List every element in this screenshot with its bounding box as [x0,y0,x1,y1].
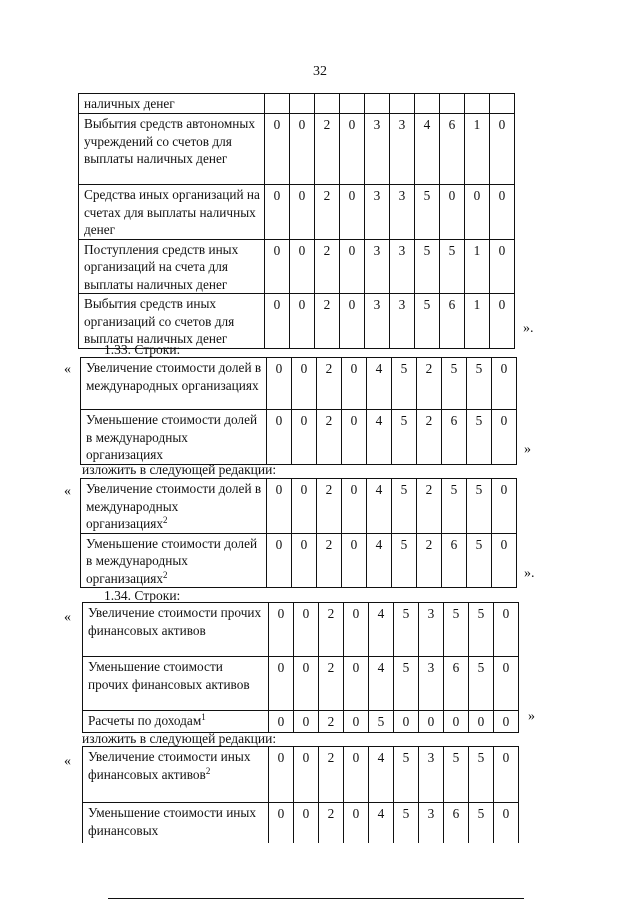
code-digit: 0 [265,239,290,294]
table-row [83,747,519,803]
code-digit: 0 [342,479,367,534]
code-digit: 3 [390,114,415,185]
code-digit: 0 [290,114,315,185]
code-digit: 4 [367,479,392,534]
code-digit: 0 [269,747,294,803]
code-digit: 5 [444,747,469,803]
code-digit: 0 [342,410,367,465]
code-digit: 0 [292,358,317,410]
code-digit: 0 [344,603,369,657]
open-quote: « [64,754,71,769]
code-digit: 2 [319,803,344,843]
footnote-marker: 2 [205,765,211,776]
code-table [78,93,515,349]
open-quote: « [64,362,71,377]
table-row [81,479,517,534]
code-digit: 0 [492,410,517,465]
code-digit: 0 [440,185,465,240]
row-label: Уменьшение стоимости долей в международных организациях$^2$ [81,533,267,588]
code-digit: 5 [469,603,494,657]
code-digit: 0 [294,803,319,843]
code-digit: 2 [319,603,344,657]
table-block-5 [82,746,519,843]
footnote-marker: 2 [163,515,168,525]
code-digit: 0 [340,114,365,185]
close-quote: ». [524,566,535,581]
code-digit: 0 [340,239,365,294]
code-digit: 0 [294,603,319,657]
code-digit: 4 [367,358,392,410]
code-digit: 2 [317,358,342,410]
row-label: наличных денег [79,94,265,114]
code-digit: 0 [269,603,294,657]
close-quote: » [524,442,531,457]
code-digit: 3 [390,239,415,294]
code-digit: 0 [344,747,369,803]
code-digit: 5 [392,479,417,534]
code-digit: 5 [442,479,467,534]
code-digit: 0 [444,711,469,733]
code-digit: 2 [315,294,340,349]
table-row [79,294,515,349]
open-quote: « [64,484,71,499]
code-digit: 5 [394,803,419,843]
table-row [81,358,517,410]
code-digit: 0 [494,603,519,657]
code-digit: 5 [415,185,440,240]
code-digit: 0 [265,294,290,349]
page-bottom-rule [108,898,524,899]
code-digit: 0 [340,185,365,240]
code-digit: 0 [292,533,317,588]
table-block-2 [80,357,517,465]
code-digit: 0 [394,711,419,733]
code-digit: 2 [319,657,344,711]
code-digit: 2 [315,114,340,185]
code-digit: 3 [419,657,444,711]
code-digit: 0 [344,803,369,843]
code-digit: 5 [467,479,492,534]
code-digit: 5 [415,294,440,349]
code-digit: 5 [392,358,417,410]
table-row [83,603,519,657]
code-digit: 3 [365,185,390,240]
table-row [83,803,519,843]
code-digit: 5 [392,410,417,465]
row-label: Увеличение стоимости долей в международных организациях [81,358,267,410]
footnote-marker: 1 [201,712,206,722]
code-digit: 0 [490,114,515,185]
code-digit: 4 [367,410,392,465]
table-row [81,410,517,465]
code-digit: 0 [292,479,317,534]
table-row [79,94,515,114]
code-digit: 3 [365,239,390,294]
code-digit: 2 [417,533,442,588]
code-digit: 6 [440,114,465,185]
code-digit: 0 [290,185,315,240]
code-digit: 0 [492,479,517,534]
code-digit: 0 [342,358,367,410]
code-digit: 2 [417,479,442,534]
code-digit: 0 [294,657,319,711]
code-digit: 3 [419,603,444,657]
code-digit: 6 [440,294,465,349]
code-digit: 5 [394,657,419,711]
code-digit: 3 [365,294,390,349]
row-label: Уменьшение стоимости иных финансовых [83,803,269,843]
code-digit: 0 [494,803,519,843]
table-row [79,114,515,185]
row-label: Увеличение стоимости прочих финансовых активов [83,603,269,657]
code-digit: 0 [294,711,319,733]
code-digit: 4 [415,114,440,185]
code-digit: 0 [292,410,317,465]
row-label: Уменьшение стоимости прочих финансовых активов [83,657,269,711]
code-table [80,357,517,465]
code-digit: 5 [467,358,492,410]
code-digit: 0 [492,358,517,410]
code-digit: 0 [265,185,290,240]
code-digit: 5 [392,533,417,588]
code-digit: 0 [494,747,519,803]
row-label: Уменьшение стоимости долей в международных организациях [81,410,267,465]
code-digit: 4 [369,747,394,803]
code-digit: 0 [469,711,494,733]
code-digit: 0 [267,479,292,534]
code-digit: 3 [419,803,444,843]
code-digit: 2 [317,479,342,534]
code-digit: 0 [494,657,519,711]
code-digit: 0 [492,533,517,588]
code-digit: 5 [442,358,467,410]
code-digit: 2 [315,239,340,294]
code-digit: 5 [369,711,394,733]
code-digit: 0 [269,803,294,843]
section-heading: 1.33. Строки: [104,342,181,357]
code-digit: 3 [365,114,390,185]
table-row [79,239,515,294]
code-digit: 0 [419,711,444,733]
close-quote: » [528,709,535,724]
code-digit: 2 [315,185,340,240]
code-digit: 0 [490,294,515,349]
code-digit: 4 [367,533,392,588]
code-digit: 5 [415,239,440,294]
code-digit: 1 [465,239,490,294]
code-digit: 2 [417,410,442,465]
code-digit: 5 [440,239,465,294]
code-digit: 0 [344,657,369,711]
code-digit: 2 [317,533,342,588]
row-label: Средства иных организаций на счетах для выплаты наличных денег [79,185,265,240]
code-digit: 5 [467,410,492,465]
footnote-marker: 2 [163,569,168,580]
code-digit: 5 [469,803,494,843]
row-label: Поступления средств иных организаций на счета для выплаты наличных денег [79,239,265,294]
open-quote: « [64,610,71,625]
code-digit: 2 [319,747,344,803]
code-digit: 3 [419,747,444,803]
code-digit: 0 [269,657,294,711]
code-digit: 3 [390,294,415,349]
table-row [79,185,515,240]
row-label: Увеличение стоимости иных финансовых активов$^2$ [83,747,269,803]
code-digit: 5 [469,747,494,803]
code-digit: 6 [442,533,467,588]
row-label: Увеличение стоимости долей в международных организациях$^2$ [81,479,267,534]
table-row [81,533,517,588]
code-digit: 1 [465,114,490,185]
row-label: Выбытия средств иных организаций со счетов для выплаты наличных денег [79,294,265,349]
code-digit: 0 [267,410,292,465]
code-digit: 2 [319,711,344,733]
code-digit: 6 [444,803,469,843]
code-table [82,746,519,843]
code-digit: 5 [469,657,494,711]
close-quote: ». [523,321,534,336]
table-block-4 [82,602,519,733]
code-digit: 0 [290,294,315,349]
code-digit: 5 [394,603,419,657]
table-block-3 [80,478,517,588]
code-digit: 0 [269,711,294,733]
code-digit: 3 [390,185,415,240]
code-table [82,602,519,733]
table-row [83,711,519,733]
code-digit: 6 [444,657,469,711]
code-table [80,478,517,588]
section-heading: изложить в следующей редакции: [82,731,277,746]
section-heading: изложить в следующей редакции: [82,462,277,477]
code-digit: 0 [340,294,365,349]
code-digit: 0 [490,239,515,294]
code-digit: 0 [344,711,369,733]
code-digit: 0 [490,185,515,240]
row-label: Расчеты по доходам$^1$ [83,711,269,733]
code-digit: 1 [465,294,490,349]
code-digit: 0 [267,358,292,410]
code-digit: 0 [494,711,519,733]
code-digit: 0 [465,185,490,240]
section-heading: 1.34. Строки: [104,588,181,603]
code-digit: 2 [417,358,442,410]
code-digit: 0 [267,533,292,588]
code-digit: 4 [369,803,394,843]
code-digit: 0 [265,114,290,185]
code-digit: 2 [317,410,342,465]
code-digit: 0 [290,239,315,294]
code-digit: 5 [467,533,492,588]
page-number: 32 [313,64,327,79]
code-digit: 0 [342,533,367,588]
code-digit: 5 [444,603,469,657]
code-digit: 0 [294,747,319,803]
table-block-1 [78,93,515,349]
code-digit: 5 [394,747,419,803]
code-digit: 6 [442,410,467,465]
code-digit: 4 [369,657,394,711]
row-label: Выбытия средств автономных учреждений со счетов для выплаты наличных денег [79,114,265,185]
code-digit: 4 [369,603,394,657]
table-row [83,657,519,711]
